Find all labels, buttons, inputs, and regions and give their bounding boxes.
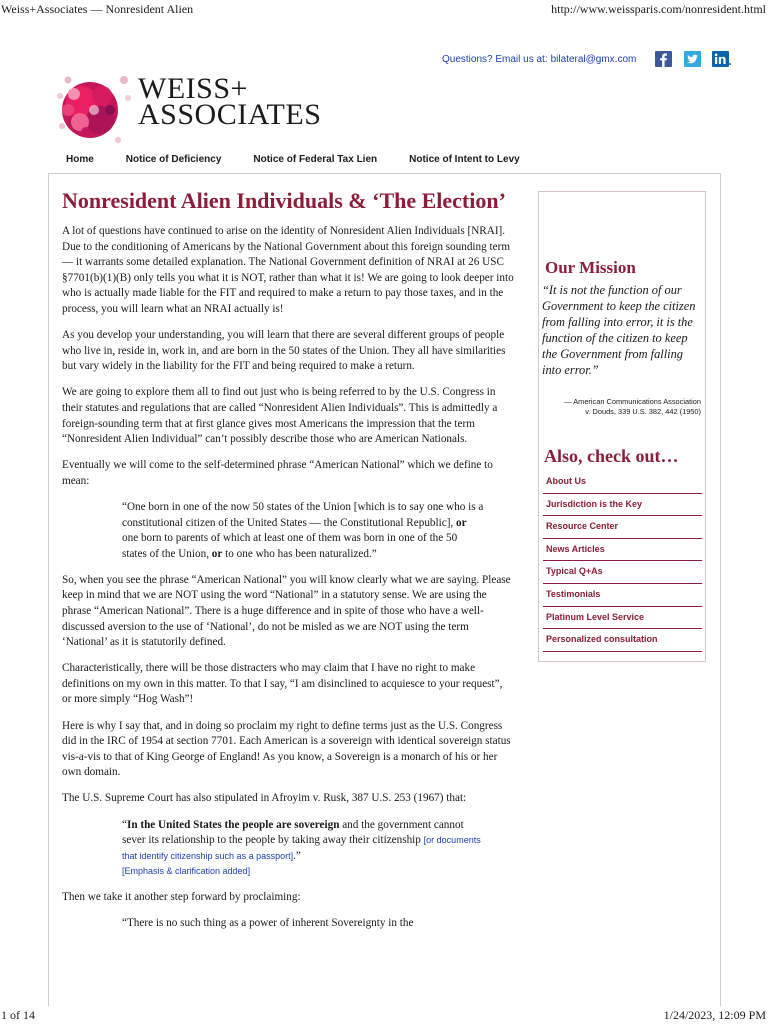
sovereignty-quote: “There is no such thing as a power of inherent Sovereignty in the (122, 917, 414, 930)
article-paragraph: We are going to explore them all to find out just who is being referred to by the U.S. Congress in their statutes and regulations that are called “Nonresident Alien Individuals”. This is admittedly a foreign-sounding term that at first glance gives most Americans the impression that the term “Nonresident Alien Individual” can’t possibly describe those who are American Nationals. (62, 386, 498, 446)
sidebar-link-resource-center[interactable]: Resource Center (543, 516, 702, 539)
print-footer (0, 1008, 768, 1022)
article-body (62, 224, 514, 943)
twitter-icon[interactable] (683, 51, 702, 68)
email-link[interactable]: bilateral@gmx.com (550, 53, 637, 65)
logo-wordmark (138, 72, 322, 131)
logo-line-2: ASSOCIATES (138, 98, 322, 131)
sidebar-link-testimonials[interactable]: Testimonials (543, 584, 702, 607)
sidebar-links (543, 471, 702, 652)
main-nav (56, 154, 576, 170)
facebook-icon[interactable] (654, 51, 673, 68)
print-page-url: http://www.weissparis.com/nonresident.html (551, 2, 766, 16)
social-links (654, 51, 731, 68)
definition-quote: “One born in one of the now 50 states of the Union [which is to say one who is a constitutional citizen of the United States — the Constitutional Republic], or one born to parents of which at least one of them was born in one of the 50 states of the Union, or to one who has been naturalized.” (122, 500, 484, 560)
article-paragraph: The U.S. Supreme Court has also stipulated in Afroyim v. Rusk, 387 U.S. 253 (1967) that: (62, 792, 467, 805)
mission-title: Our Mission (545, 258, 636, 277)
court-quote: “In the United States the people are sovereign and the government cannot sever its relationship to the people by taking away their citizenship [or documents that identify citizenship such as a passport].” [Emphasis & clarification added] (122, 818, 481, 877)
nav-item-notice-of-intent-to-levy[interactable]: Notice of Intent to Levy (409, 154, 520, 165)
print-page-number: 1 of 14 (1, 1008, 35, 1022)
nav-item-home[interactable]: Home (66, 154, 94, 165)
article-paragraph: Characteristically, there will be those distracters who may claim that I have no right to make definitions on my own in this matter. To that I say, “I am disinclined to acquiesce to your request”, or more simply “Hog Wash”! (62, 662, 503, 706)
contact-bar (442, 48, 731, 70)
print-header (0, 2, 768, 16)
sidebar-link-news-articles[interactable]: News Articles (543, 539, 702, 562)
article-paragraph: Here is why I say that, and in doing so proclaim my right to define terms just as the U.S. Congress did in the IRC of 1954 at section 7701. Each American is a sovereign with identical sovereign status vis-a-vis to that of King George of England! As you know, a Sovereign is a monarch of his or her own domain. (62, 719, 511, 779)
article-paragraph: Eventually we will come to the self-determined phrase “American National” which we define to mean: (62, 459, 493, 487)
sidebar (538, 191, 706, 662)
sidebar-link-jurisdiction[interactable]: Jurisdiction is the Key (543, 494, 702, 517)
sidebar-link-personalized-consultation[interactable]: Personalized consultation (543, 629, 702, 652)
nav-item-notice-of-deficiency[interactable]: Notice of Deficiency (125, 154, 222, 165)
linkedin-icon[interactable] (712, 51, 731, 68)
mission-citation: — American Communications Association v. Douds, 339 U.S. 382, 442 (1950) (564, 397, 701, 416)
emphasis-note: [Emphasis & clarification added] (122, 866, 251, 877)
article-paragraph: So, when you see the phrase “American National” you will know clearly what we are saying. Please keep in mind that we are NOT using the word “National” in a statutory sense. We are using the phrase “American National”. There is a huge difference and in spite of those who have a well-discussed aversion to the use of ‘National’, do not be misled as we are NOT using the term ‘National’ as it is statutorily defined. (62, 573, 511, 649)
page-title: Nonresident Alien Individuals & ‘The Election’ (62, 188, 506, 213)
sidebar-link-typical-qas[interactable]: Typical Q+As (543, 561, 702, 584)
logo-mark-icon (54, 66, 134, 150)
nav-item-notice-of-federal-tax-lien[interactable]: Notice of Federal Tax Lien (253, 154, 378, 165)
article-paragraph: A lot of questions have continued to arise on the identity of Nonresident Alien Individuals [NRAI]. Due to the conditioning of Americans by the National Government about this foreign sounding term — it warrants some detailed explanation. The National Government definition of NRAI at 26 USC §7701(b)(1)(B) only tells you what it is NOT, rather than what it is! We are going to look deeper into who is actually made liable for the FIT and required to make a return to pay those taxes, and in the process, you will learn what an NRAI actually is! (62, 225, 514, 315)
mission-quote: “It is not the function of our Government to keep the citizen from falling into error, it is the function of the citizen to keep the Government from falling into error.” (542, 283, 696, 377)
also-check-out-title: Also, check out… (544, 446, 679, 466)
print-datetime: 1/24/2023, 12:09 PM (663, 1008, 766, 1022)
sidebar-link-about-us[interactable]: About Us (543, 471, 702, 494)
sidebar-link-platinum-service[interactable]: Platinum Level Service (543, 607, 702, 630)
logo-line-1: WEISS+ (138, 72, 248, 105)
questions-label: Questions? Email us at: (442, 53, 548, 65)
site-logo[interactable] (54, 66, 354, 150)
print-page-title: Weiss+Associates — Nonresident Alien (1, 2, 194, 16)
article-paragraph: Then we take it another step forward by proclaiming: (62, 891, 301, 904)
article-paragraph: As you develop your understanding, you will learn that there are several different groups of people who live in, reside in, work in, and are born in the 50 states of the Union. They all have similarities but vary widely in the liability for the FIT and being required to make a return. (62, 329, 506, 373)
